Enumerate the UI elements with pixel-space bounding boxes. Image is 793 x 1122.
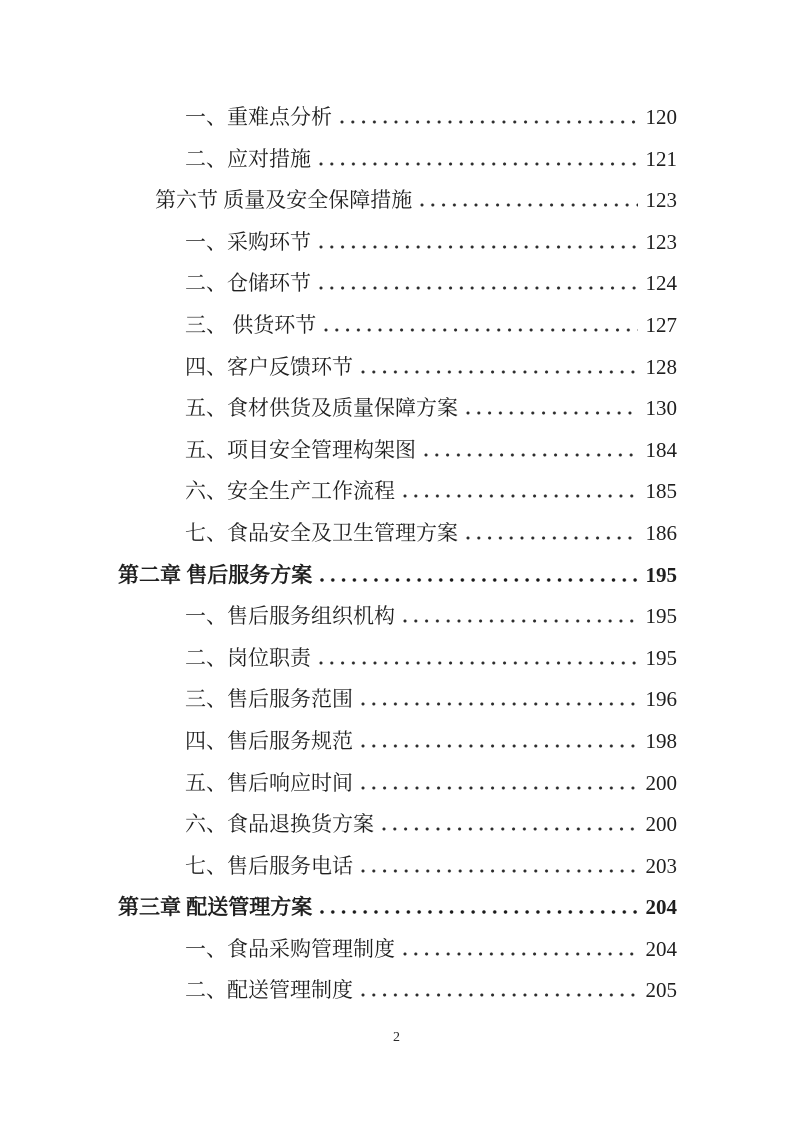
toc-entry-label: 三、售后服务范围 bbox=[185, 687, 353, 712]
toc-entry[interactable] bbox=[118, 388, 677, 430]
dot-leader bbox=[319, 160, 638, 166]
toc-entry[interactable] bbox=[118, 347, 677, 389]
toc-entry[interactable] bbox=[118, 804, 677, 846]
dot-leader bbox=[403, 950, 638, 956]
toc-entry[interactable] bbox=[118, 139, 677, 181]
toc-entry-page-number: 198 bbox=[645, 728, 677, 753]
toc-entry-label: 二、仓储环节 bbox=[185, 271, 311, 296]
toc-entry[interactable] bbox=[118, 555, 677, 597]
toc-entry-label: 一、重难点分析 bbox=[185, 105, 332, 129]
toc-entry-label: 七、售后服务电话 bbox=[185, 853, 353, 878]
toc-entry-label: 七、食品安全及卫生管理方案 bbox=[185, 520, 458, 545]
toc-list bbox=[118, 97, 677, 1012]
dot-leader bbox=[319, 243, 638, 249]
toc-entry[interactable] bbox=[118, 970, 677, 1012]
dot-leader bbox=[361, 784, 638, 790]
toc-entry-page-number: 124 bbox=[645, 271, 677, 296]
toc-entry-label: 五、售后响应时间 bbox=[185, 770, 353, 795]
toc-entry-label: 二、配送管理制度 bbox=[185, 978, 353, 1003]
toc-entry-page-number: 200 bbox=[645, 812, 677, 837]
toc-entry-page-number: 127 bbox=[645, 312, 677, 337]
dot-leader bbox=[403, 617, 638, 623]
toc-entry-page-number: 195 bbox=[645, 604, 677, 629]
dot-leader bbox=[319, 659, 638, 665]
dot-leader bbox=[320, 576, 637, 582]
toc-entry[interactable] bbox=[118, 180, 677, 222]
toc-entry-page-number: 186 bbox=[645, 520, 677, 545]
toc-entry-page-number: 130 bbox=[645, 396, 677, 421]
toc-entry-label: 五、食材供货及质量保障方案 bbox=[185, 396, 458, 421]
toc-entry-label: 一、售后服务组织机构 bbox=[185, 604, 395, 629]
toc-entry-label: 四、售后服务规范 bbox=[185, 728, 353, 753]
toc-entry[interactable] bbox=[118, 596, 677, 638]
toc-entry-label: 六、食品退换货方案 bbox=[185, 812, 374, 837]
dot-leader bbox=[403, 492, 638, 498]
dot-leader bbox=[466, 534, 638, 540]
toc-entry-page-number: 120 bbox=[645, 105, 677, 129]
toc-entry-label: 一、食品采购管理制度 bbox=[185, 936, 395, 961]
toc-entry-page-number: 184 bbox=[645, 437, 677, 462]
toc-entry[interactable] bbox=[118, 263, 677, 305]
dot-leader bbox=[361, 991, 638, 997]
dot-leader bbox=[420, 201, 637, 207]
page-number: 2 bbox=[393, 1030, 400, 1045]
toc-entry[interactable] bbox=[118, 721, 677, 763]
toc-entry-page-number: 195 bbox=[645, 645, 677, 670]
toc-entry-label: 二、岗位职责 bbox=[185, 645, 311, 670]
toc-entry-label: 第二章 售后服务方案 bbox=[118, 562, 313, 587]
toc-entry-label: 二、应对措施 bbox=[185, 146, 311, 171]
dot-leader bbox=[361, 700, 638, 706]
toc-entry-label: 四、客户反馈环节 bbox=[185, 354, 353, 379]
toc-entry[interactable] bbox=[118, 846, 677, 888]
toc-entry[interactable] bbox=[118, 430, 677, 472]
dot-leader bbox=[424, 451, 638, 457]
dot-leader bbox=[324, 326, 637, 332]
toc-entry-page-number: 204 bbox=[645, 895, 677, 920]
toc-entry-label: 第三章 配送管理方案 bbox=[118, 895, 313, 920]
toc-entry-label: 五、项目安全管理构架图 bbox=[185, 437, 416, 462]
toc-entry-page-number: 185 bbox=[645, 479, 677, 504]
toc-entry-page-number: 195 bbox=[645, 562, 677, 587]
toc-entry[interactable] bbox=[118, 929, 677, 971]
toc-entry[interactable] bbox=[118, 679, 677, 721]
toc-entry[interactable] bbox=[118, 513, 677, 555]
toc-entry[interactable] bbox=[118, 222, 677, 264]
toc-entry-label: 三、 供货环节 bbox=[185, 312, 317, 337]
dot-leader bbox=[361, 867, 638, 873]
toc-entry[interactable] bbox=[118, 97, 677, 139]
toc-entry-page-number: 196 bbox=[645, 687, 677, 712]
toc-entry-page-number: 205 bbox=[645, 978, 677, 1003]
toc-entry-label: 一、采购环节 bbox=[185, 229, 311, 254]
toc-entry-page-number: 123 bbox=[645, 188, 677, 213]
page-footer bbox=[0, 1028, 793, 1048]
toc-entry[interactable] bbox=[118, 471, 677, 513]
toc-entry[interactable] bbox=[118, 638, 677, 680]
toc-entry[interactable] bbox=[118, 305, 677, 347]
dot-leader bbox=[319, 284, 638, 290]
toc-entry-page-number: 204 bbox=[645, 936, 677, 961]
dot-leader bbox=[361, 368, 638, 374]
dot-leader bbox=[361, 742, 638, 748]
dot-leader bbox=[340, 118, 638, 124]
toc-entry-page-number: 128 bbox=[645, 354, 677, 379]
toc-entry-page-number: 123 bbox=[645, 229, 677, 254]
toc-entry-page-number: 121 bbox=[645, 146, 677, 171]
toc-entry-label: 六、安全生产工作流程 bbox=[185, 479, 395, 504]
toc-entry-page-number: 203 bbox=[645, 853, 677, 878]
dot-leader bbox=[466, 409, 638, 415]
toc-entry-page-number: 200 bbox=[645, 770, 677, 795]
dot-leader bbox=[382, 825, 638, 831]
toc-entry[interactable] bbox=[118, 887, 677, 929]
toc-entry[interactable] bbox=[118, 763, 677, 805]
dot-leader bbox=[320, 908, 637, 914]
toc-entry-label: 第六节 质量及安全保障措施 bbox=[155, 188, 413, 213]
